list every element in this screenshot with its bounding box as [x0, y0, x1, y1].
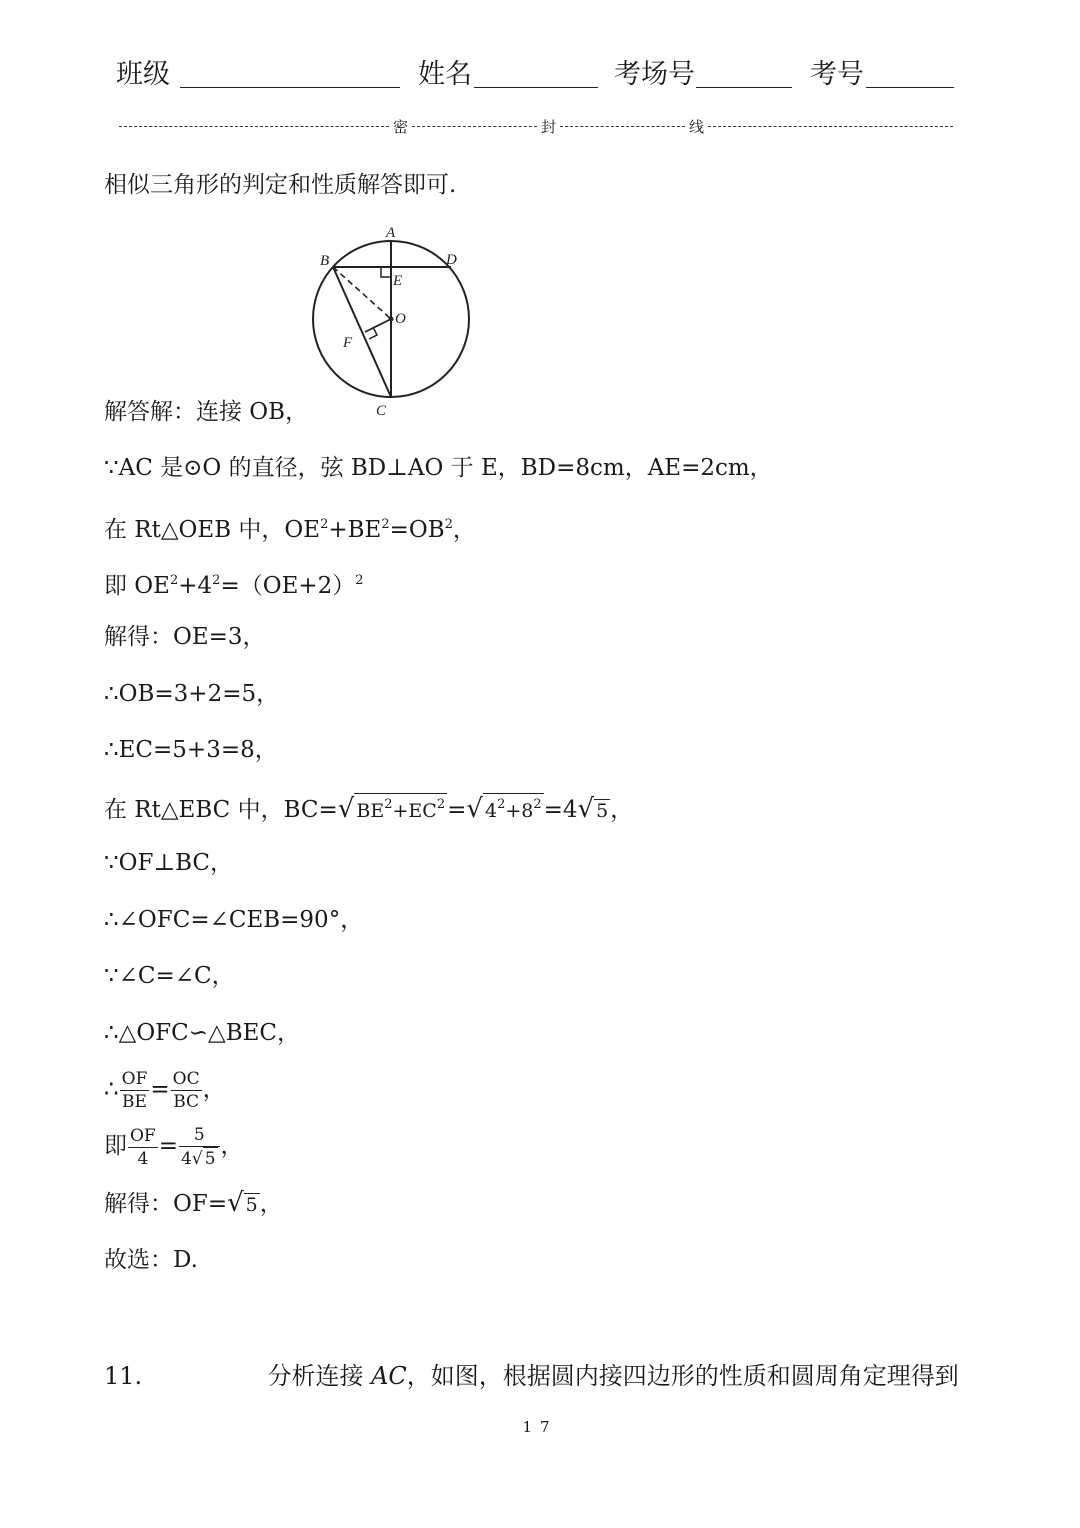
question-text: AC — [371, 1362, 407, 1390]
solution-line-5: 解得：OE=3， — [104, 624, 266, 650]
superscript: 2 — [384, 797, 393, 812]
text: = — [150, 1076, 170, 1103]
superscript: 2 — [355, 573, 364, 588]
class-label: 班级 — [116, 59, 170, 90]
seal-feng: 封 — [541, 117, 557, 136]
superscript: 2 — [436, 797, 446, 812]
segment-ob — [333, 267, 391, 319]
superscript: 2 — [320, 517, 329, 532]
name-label: 姓名 — [418, 59, 472, 90]
text: ， — [220, 1133, 244, 1159]
question-text: 分析连接 — [267, 1362, 372, 1390]
fraction — [171, 1068, 202, 1113]
text: +BE — [328, 517, 382, 543]
text: = — [158, 1133, 179, 1159]
solution-line-15 — [104, 1188, 283, 1219]
name-field[interactable] — [474, 87, 598, 88]
room-field[interactable] — [696, 87, 792, 88]
text: = — [447, 797, 467, 823]
fraction — [128, 1125, 158, 1170]
solution-line-9: ∵OF⊥BC， — [104, 850, 234, 876]
text: BE — [356, 800, 385, 822]
radicand: 5 — [596, 800, 609, 822]
text: 4 — [484, 800, 498, 822]
seal-mi: 密 — [393, 117, 409, 136]
solution-line-1: 解答解：连接 OB， — [104, 399, 309, 425]
text: ， — [202, 1076, 226, 1103]
label-d: D — [446, 252, 457, 268]
solution-line-12: ∴△OFC∽△BEC， — [104, 1020, 300, 1046]
label-e: E — [393, 273, 403, 289]
text: =（OE+2） — [220, 573, 356, 599]
circle-figure — [300, 218, 480, 423]
solution-line-3 — [104, 510, 476, 545]
solution-line-13 — [104, 1068, 226, 1113]
question-text: ，如图，根据圆内接四边形的性质和圆周角定理得到 — [406, 1362, 959, 1390]
superscript: 2 — [444, 517, 453, 532]
solution-line-10: ∴∠OFC=∠CEB=90°， — [104, 907, 364, 933]
label-f: F — [343, 335, 353, 351]
denominator: 4 — [137, 1148, 149, 1169]
seal-line — [116, 116, 956, 136]
numerator: 5 — [179, 1124, 220, 1147]
question-number: 11. — [104, 1362, 143, 1390]
solution-line-4 — [104, 566, 364, 601]
label-o: O — [395, 311, 406, 327]
radical-sign: √ — [337, 794, 355, 824]
seal-dash — [412, 126, 537, 127]
seal-dash — [708, 126, 953, 127]
label-b: B — [320, 253, 330, 269]
solution-line-11: ∵∠C=∠C， — [104, 963, 235, 989]
superscript: 2 — [212, 573, 221, 588]
radicand: 5 — [245, 1194, 258, 1216]
text: +4 — [178, 573, 213, 599]
radical-sign: √ — [466, 794, 483, 824]
superscript: 2 — [169, 573, 179, 588]
text: 在 Rt△EBC 中，BC= — [104, 797, 338, 823]
radical-sign: √ — [577, 794, 595, 824]
text: 即 OE — [104, 573, 170, 599]
exam-header — [116, 52, 956, 98]
text: +8 — [505, 800, 534, 822]
solution-line-6: ∴OB=3+2=5， — [104, 681, 280, 707]
text: ∴ — [104, 1076, 119, 1103]
seal-dash — [560, 126, 685, 127]
text: 解得：OF= — [104, 1191, 228, 1217]
right-angle-e — [381, 267, 391, 277]
numerator: OF — [121, 1069, 148, 1089]
seal-dash — [119, 126, 389, 127]
room-label: 考场号 — [614, 59, 695, 90]
center-point — [389, 317, 394, 322]
denominator: BC — [173, 1092, 200, 1112]
solution-line-14 — [104, 1124, 244, 1170]
radicand: 5 — [204, 1149, 216, 1169]
denominator: 4√ 5 — [181, 1149, 216, 1169]
solution-line-7: ∴EC=5+3=8， — [104, 737, 278, 763]
text: =OB — [389, 517, 445, 543]
chord-bc — [333, 267, 391, 397]
text: ， — [452, 517, 476, 543]
solution-line-16: 故选：D. — [104, 1247, 198, 1273]
label-a: A — [386, 225, 396, 241]
solution-line-8 — [104, 793, 633, 825]
segment-of — [365, 319, 391, 332]
text: 在 Rt△OEB 中，OE — [104, 517, 321, 543]
question-11 — [104, 1356, 959, 1391]
numerator: OF — [130, 1125, 156, 1146]
denominator: BE — [122, 1092, 147, 1112]
text: ， — [259, 1191, 283, 1217]
text: 4 — [181, 1149, 192, 1169]
text: +EC — [392, 800, 437, 822]
page-number: 17 — [522, 1418, 558, 1436]
radical-sign: √ — [227, 1188, 244, 1218]
superscript: 2 — [381, 517, 390, 532]
numerator: OC — [172, 1069, 200, 1089]
fraction — [179, 1124, 220, 1170]
text: ， — [610, 797, 634, 823]
number-label: 考号 — [810, 59, 864, 90]
fraction — [120, 1068, 150, 1113]
solution-line-2: ∵AC 是⊙O 的直径，弦 BD⊥AO 于 E，BD=8cm，AE=2cm， — [104, 455, 773, 481]
text: 即 — [104, 1133, 127, 1159]
superscript: 2 — [533, 797, 542, 812]
text: =4 — [543, 797, 578, 823]
radicand — [483, 793, 544, 822]
intro-text: 相似三角形的判定和性质解答即可. — [104, 172, 457, 198]
radicand — [354, 793, 447, 822]
number-field[interactable] — [866, 87, 954, 88]
label-c: C — [376, 403, 387, 419]
superscript: 2 — [497, 797, 506, 812]
class-field[interactable] — [180, 87, 400, 88]
seal-xian: 线 — [689, 117, 705, 136]
